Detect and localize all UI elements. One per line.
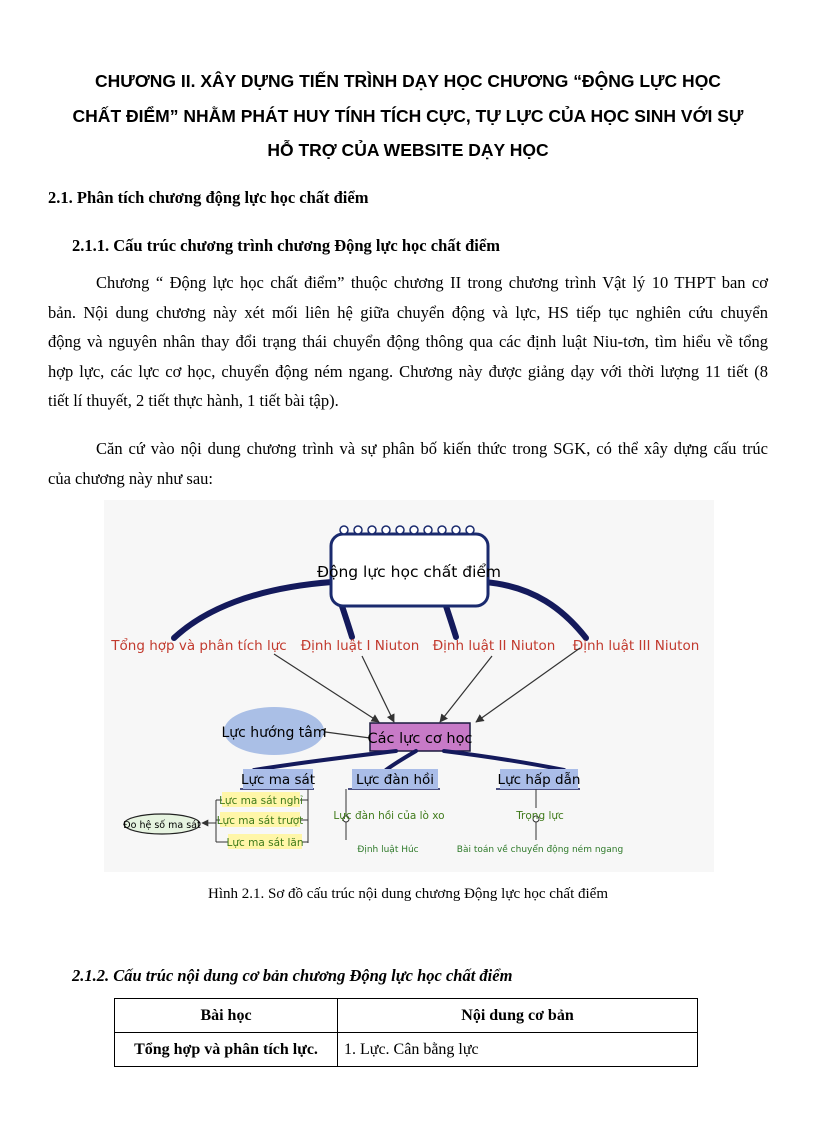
friction-rolling: Lực ma sát lăn <box>226 837 304 849</box>
branch-force-synthesis: Tổng hợp và phân tích lực <box>111 638 287 654</box>
section-heading-2-1-2: 2.1.2. Cấu trúc nội dung cơ bản chương Động lực học chất điểm <box>72 966 513 985</box>
paragraph-line: Căn cứ vào nội dung chương trình và sự phân bố kiến thức trong SGK, có thể xây dựng cấu trúc <box>96 439 768 458</box>
paragraph-structure-intro <box>48 434 768 493</box>
center-connectors <box>254 751 564 770</box>
gravity-problem: Bài toán về chuyển động ném ngang <box>456 845 624 855</box>
mind-map-figure <box>104 500 714 872</box>
center-node <box>368 723 473 751</box>
friction-measure-label: Đo hệ số ma sát <box>123 820 201 831</box>
root-node <box>317 526 501 606</box>
gravity-label: Lực hấp dẫn <box>497 772 581 788</box>
elastic-law: Định luật Húc <box>357 845 419 855</box>
paragraph-chapter-description <box>48 268 768 416</box>
branch-newton-first-law: Định luật I Niuton <box>300 638 420 654</box>
table-cell-lesson: Tổng hợp và phân tích lực. <box>115 1033 338 1067</box>
table-header-row <box>115 999 698 1033</box>
chapter-title-line: HỖ TRỢ CỦA WEBSITE DẠY HỌC <box>267 140 549 160</box>
center-label: Các lực cơ học <box>367 731 473 747</box>
gravity-node <box>498 769 581 789</box>
elastic-label: Lực đàn hồi <box>355 772 435 788</box>
elastic-item: Lực đàn hồi của lò xo <box>333 810 445 822</box>
paragraph-line: bản. Nội dung chương này xét mối liên hệ giữa chuyển động và lực, HS tiếp tục nghiên cứu chuyển <box>48 302 768 322</box>
paragraph-line: động và nguyên nhân thay đổi trạng thái chuyển động thông qua các định luật Niu-tơn, tìm hiểu về tổng <box>48 332 768 351</box>
friction-static: Lực ma sát nghỉ <box>219 795 303 807</box>
figure-caption: Hình 2.1. Sơ đồ cấu trúc nội dung chương Động lực học chất điểm <box>208 886 608 902</box>
paragraph-line: tiết lí thuyết, 2 tiết thực hành, 1 tiết bài tập). <box>48 391 339 410</box>
section-heading-2-1-1: 2.1.1. Cấu trúc chương trình chương Động lực học chất điểm <box>72 236 500 255</box>
chapter-title-line: CHƯƠNG II. XÂY DỰNG TIẾN TRÌNH DẠY HỌC CHƯƠNG “ĐỘNG LỰC HỌC <box>95 71 721 91</box>
paragraph-line: hợp lực, các lực cơ học, chuyển động ném ngang. Chương này được giảng dạy với thời lượng 11 tiết (8 <box>48 361 768 381</box>
branch-newton-second-law: Định luật II Niuton <box>432 638 556 654</box>
friction-sliding: Lực ma sát trượt <box>216 815 304 827</box>
paragraph-line: của chương này như sau: <box>48 468 213 488</box>
paragraph-line: Chương “ Động lực học chất điểm” thuộc chương II trong chương trình Vật lý 10 THPT ban cơ <box>96 273 768 292</box>
table-row <box>115 1033 698 1067</box>
content-table <box>114 998 698 1067</box>
friction-node <box>241 769 315 789</box>
friction-items <box>217 792 304 849</box>
table-cell-content: 1. Lực. Cân bằng lực <box>338 1033 698 1067</box>
centripetal-label: Lực hướng tâm <box>221 725 327 741</box>
root-label: Động lực học chất điểm <box>316 563 502 581</box>
chapter-title <box>60 64 756 168</box>
chapter-title-line: CHẤT ĐIỂM” NHẰM PHÁT HUY TÍNH TÍCH CỰC, TỰ LỰC CỦA HỌC SINH VỚI SỰ <box>72 105 744 126</box>
table-header-content: Nội dung cơ bản <box>338 999 698 1033</box>
section-heading-2-1: 2.1. Phân tích chương động lực học chất điểm <box>48 188 369 207</box>
gravity-item: Trọng lực <box>516 810 564 822</box>
elastic-node <box>352 769 438 789</box>
friction-measure-node <box>123 814 201 834</box>
table-header-lesson: Bài học <box>115 999 338 1033</box>
friction-label: Lực ma sát <box>240 772 316 788</box>
centripetal-node <box>221 707 326 755</box>
branch-newton-third-law: Định luật III Niuton <box>572 638 700 654</box>
